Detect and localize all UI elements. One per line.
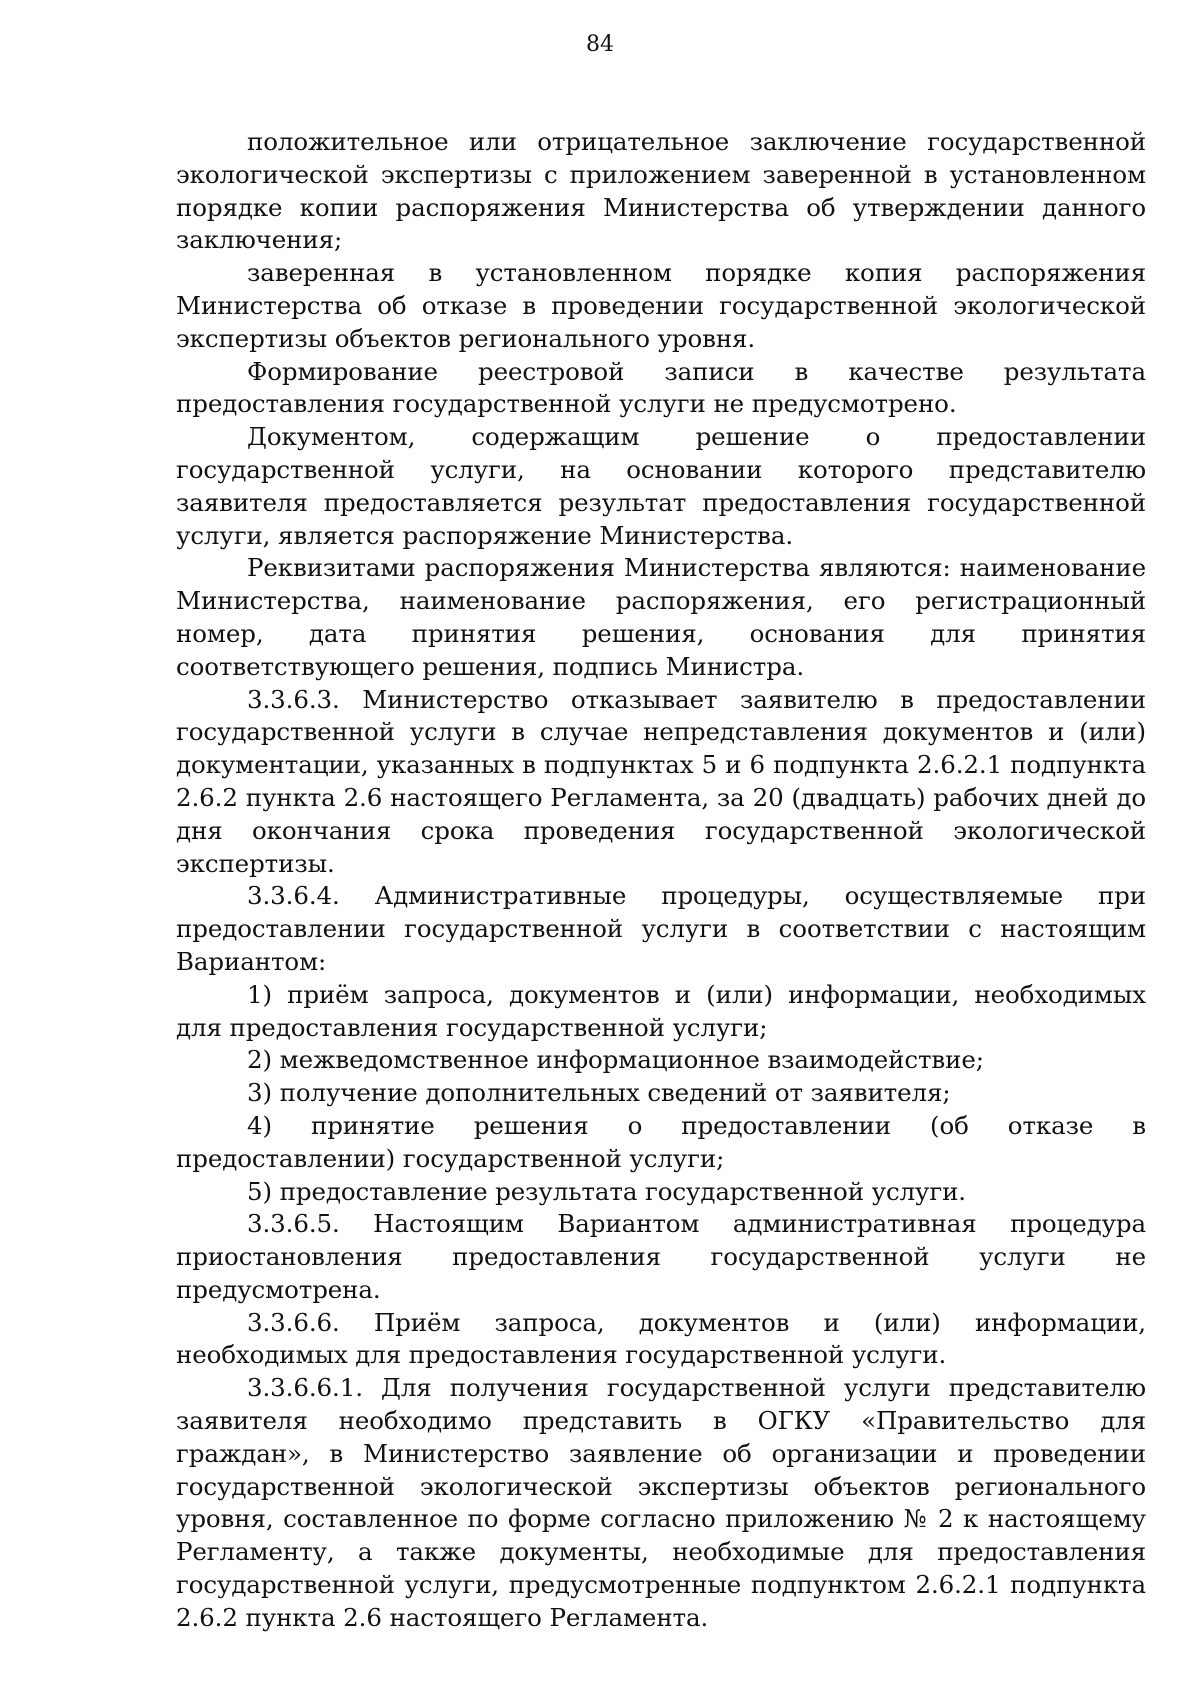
paragraph-order-details: Реквизитами распоряжения Министерства являются: наименование Министерства, наименование распоряжения, его регистрационный номер, дата принятия решения, основания для принятия соответствующего решения, подпись Министра. — [176, 553, 1146, 681]
paragraph-3-3-6-6-1: 3.3.6.6.1. Для получения государственной услуги представителю заявителя необходимо представить в ОГКУ «Правительство для граждан», в Министерство заявление об организации и проведении государственной экологической экспертизы объектов регионального уровня, составленное по форме согласно приложению № 2 к настоящему Регламенту, а также документы, необходимые для предоставления государственной услуги, предусмотренные подпунктом 2.6.2.1 подпункта 2.6.2 пункта 2.6 настоящего Регламента. — [176, 1373, 1146, 1632]
paragraph-3-3-6-6: 3.3.6.6. Приём запроса, документов и (или) информации, необходимых для предоставления государственной услуги. — [176, 1307, 1146, 1370]
document-body — [176, 126, 1146, 1635]
list-item-4: 4) принятие решения о предоставлении (об отказе в предоставлении) государственной услуги; — [176, 1110, 1146, 1173]
paragraph-conclusion: положительное или отрицательное заключение государственной экологической экспертизы с приложением заверенной в установленном порядке копии распоряжения Министерства об утверждении данного заключения; — [176, 127, 1146, 255]
paragraph-registry-record: Формирование реестровой записи в качестве результата предоставления государственной услуги не предусмотрено. — [176, 356, 1146, 419]
list-item-5: 5) предоставление результата государственной услуги. — [247, 1176, 966, 1206]
list-item-1: 1) приём запроса, документов и (или) информации, необходимых для предоставления государственной услуги; — [176, 979, 1146, 1042]
paragraph-refusal-copy: заверенная в установленном порядке копия распоряжения Министерства об отказе в проведении государственной экологической экспертизы объектов регионального уровня. — [176, 258, 1146, 353]
list-item-3: 3) получение дополнительных сведений от заявителя; — [247, 1078, 951, 1108]
page-number: 84 — [586, 32, 614, 57]
paragraph-3-3-6-4: 3.3.6.4. Административные процедуры, осуществляемые при предоставлении государственной услуги в соответствии с настоящим Вариантом: — [176, 881, 1146, 976]
paragraph-decision-document: Документом, содержащим решение о предоставлении государственной услуги, на основании которого представителю заявителя предоставляется результат предоставления государственной услуги, является распоряжение Министерства. — [176, 422, 1146, 550]
paragraph-3-3-6-3: 3.3.6.3. Министерство отказывает заявителю в предоставлении государственной услуги в случае непредставления документов и (или) документации, указанных в подпунктах 5 и 6 подпункта 2.6.2.1 подпункта 2.6.2 пункта 2.6 настоящего Регламента, за 20 (двадцать) рабочих дней до дня окончания срока проведения государственной экологической экспертизы. — [176, 684, 1146, 878]
paragraph-3-3-6-5: 3.3.6.5. Настоящим Вариантом административная процедура приостановления предоставления государственной услуги не предусмотрена. — [176, 1209, 1146, 1304]
list-item-2: 2) межведомственное информационное взаимодействие; — [247, 1045, 984, 1075]
